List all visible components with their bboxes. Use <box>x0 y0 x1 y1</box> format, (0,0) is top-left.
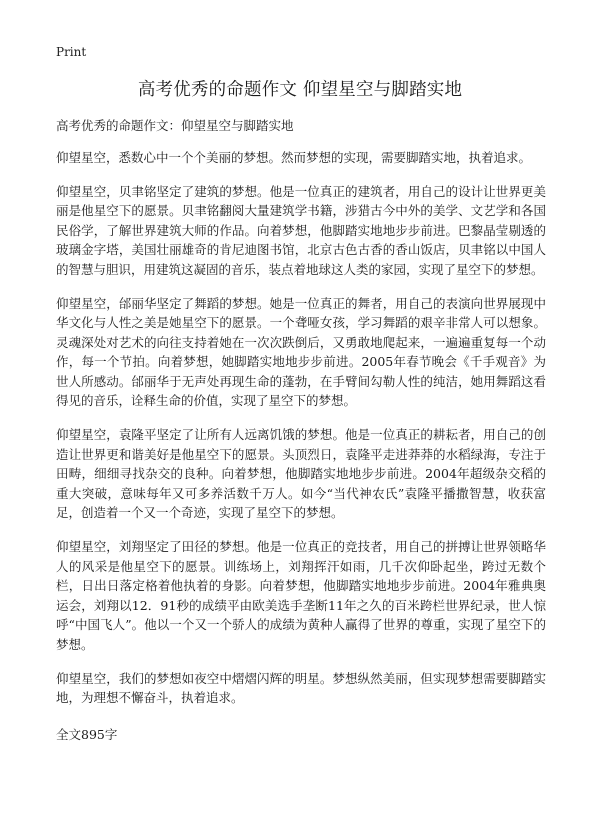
print-link[interactable]: Print <box>56 45 87 59</box>
word-count: 全文895字 <box>56 727 118 742</box>
article-body <box>56 116 546 722</box>
paragraph-bei-yuming: 仰望星空，贝聿铭坚定了建筑的梦想。他是一位真正的建筑者，用自己的设计让世界更美丽是他星空下的愿景。贝聿铭翻阅大量建筑学书籍，涉猎古今中外的美学、文艺学和各国民俗学，了解世界建筑大师的作品。向着梦想，他脚踏实地地步步前进。巴黎晶莹剔透的玻璃金字塔，美国壮丽雄奇的肯尼迪图书馆，北京古色古香的香山饭店，贝聿铭以中国人的智慧与胆识，用建筑这凝固的音乐，装点着地球这人类的家园，实现了星空下的梦想。 <box>56 183 546 277</box>
page-title: 高考优秀的命题作文 仰望星空与脚踏实地 <box>137 80 463 100</box>
paragraph-yuan-longping: 仰望星空，袁隆平坚定了让所有人远离饥饿的梦想。他是一位真正的耕耘者，用自己的创造让世界更和谐美好是他星空下的愿景。头顶烈日，袁隆平走进莽莽的水稻绿海，专注于田畴，细细寻找杂交的良种。向着梦想，他脚踏实地地步步前进。2004年超级杂交稻的重大突破，意味每年又可多养活数千万人。如今“当代神农氏”袁隆平播撒智慧，收获富足，创造着一个又一个奇迹，实现了星空下的梦想。 <box>56 427 546 520</box>
paragraph-liu-xiang: 仰望星空，刘翔坚定了田径的梦想。他是一位真正的竞技者，用自己的拼搏让世界领略华人的风采是他星空下的愿景。训练场上，刘翔挥汗如雨，几千次仰卧起坐，跨过无数个栏，日出日落定格着他执着的身影。向着梦想，他脚踏实地地步步前进。2004年雅典奥运会，刘翔以12．91秒的成绩平由欧美选手垄断11年之久的百米跨栏世界纪录，世人惊呼“中国飞人”。他以一个又一个骄人的成绩为黄种人赢得了世界的尊重，实现了星空下的梦想。 <box>56 539 546 652</box>
paragraph-intro: 仰望星空，悉数心中一个个美丽的梦想。然而梦想的实现，需要脚踏实地，执着追求。 <box>56 149 532 165</box>
paragraph-tai-lihua: 仰望星空，邰丽华坚定了舞蹈的梦想。她是一位真正的舞者，用自己的表演向世界展现中华文化与人性之美是她星空下的愿景。一个聋哑女孩，学习舞蹈的艰辛非常人可以想象。灵魂深处对艺术的向往支持着她在一次次跌倒后，又勇敢地爬起来，一遍遍重复每一个动作，每一个节拍。向着梦想，她脚踏实地地步步前进。2005年春节晚会《千手观音》为世人所感动。邰丽华于无声处再现生命的蓬勃，在手臂间勾勒人性的纯洁，她用舞蹈这看得见的音乐，诠释生命的价值，实现了星空下的梦想。 <box>56 295 546 408</box>
paragraph-conclusion: 仰望星空，我们的梦想如夜空中熠熠闪辉的明星。梦想纵然美丽，但实现梦想需要脚踏实地，为理想不懈奋斗，执着追求。 <box>56 670 546 705</box>
article-subtitle: 高考优秀的命题作文：仰望星空与脚踏实地 <box>56 118 294 133</box>
